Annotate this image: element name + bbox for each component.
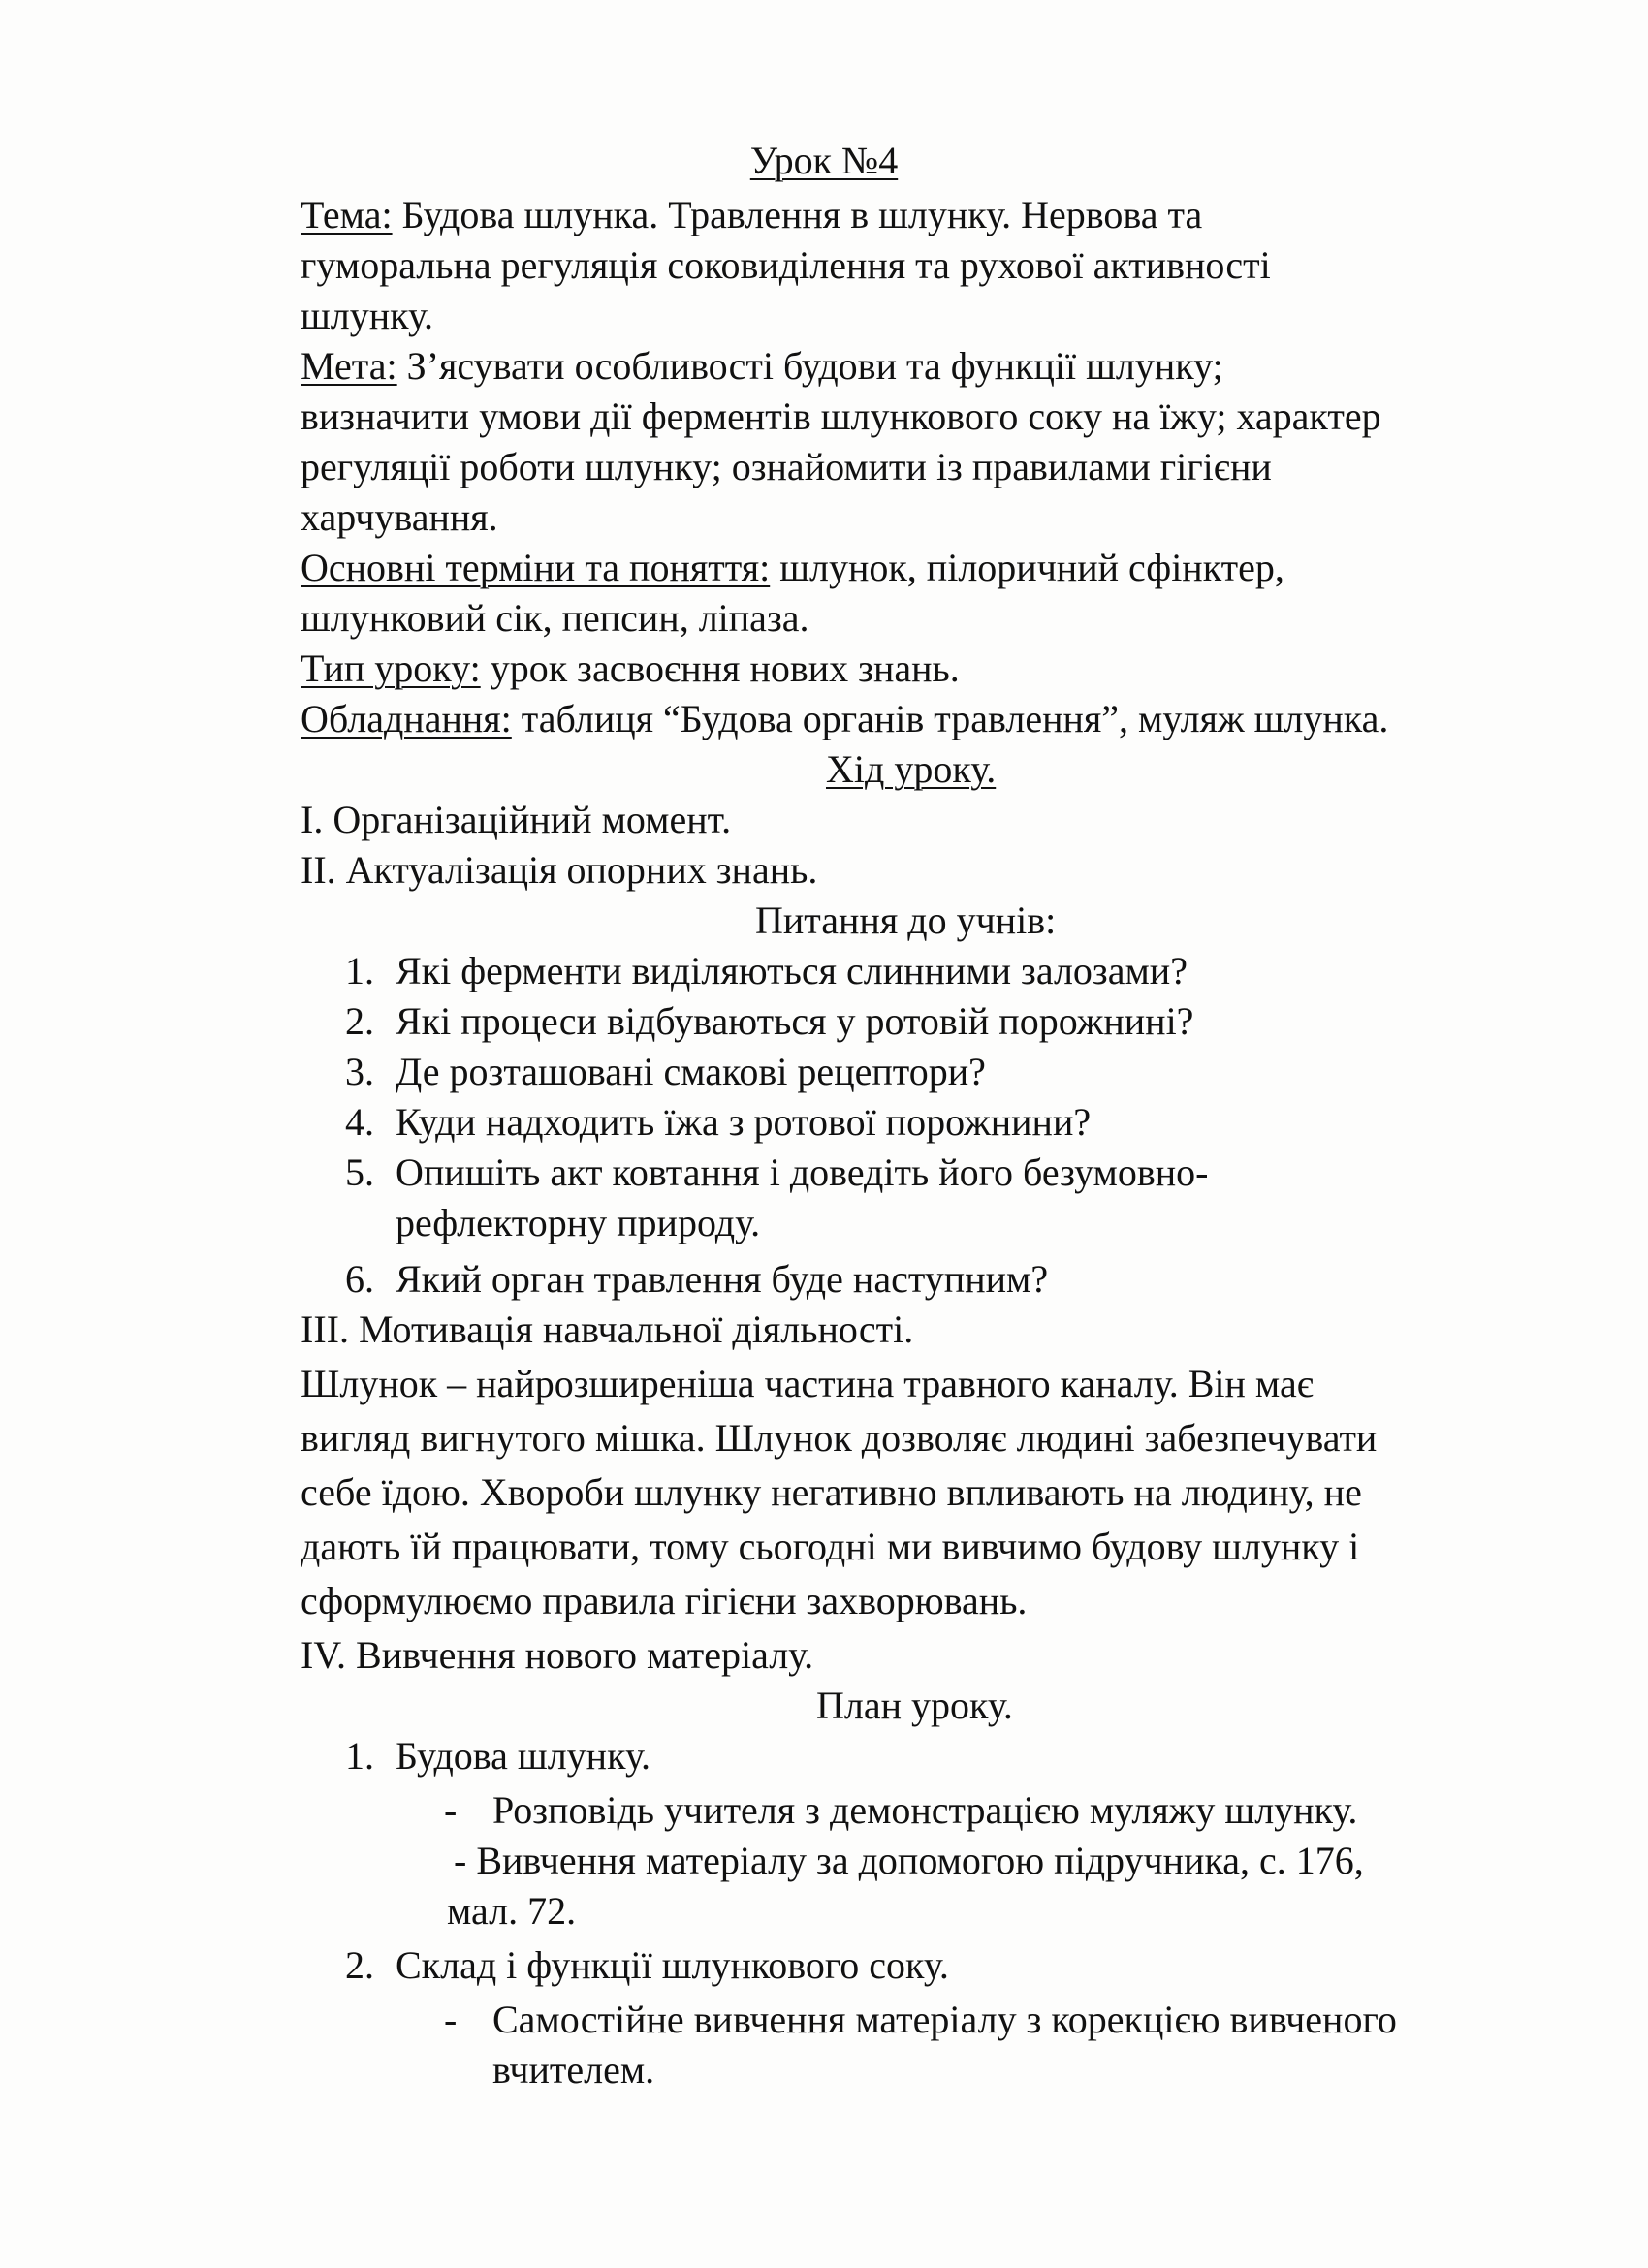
topic-line-3: шлунку. (301, 294, 434, 337)
plan-1-item-2-continuation: мал. 72. (447, 1889, 577, 1933)
question-2-number: 2. (345, 999, 374, 1043)
topic-label: Тема: (301, 193, 393, 236)
question-4-number: 4. (345, 1100, 374, 1144)
goal-line-1 (301, 341, 1223, 392)
terms-line-2: шлунковий сік, пепсин, ліпаза. (301, 596, 809, 640)
equipment-text: таблиця “Будова органів травлення”, муляж шлунка. (511, 697, 1389, 740)
question-5-continuation: рефлекторну природу. (396, 1201, 761, 1244)
goal-line-4: харчування. (301, 495, 498, 539)
question-4-text: Куди надходить їжа з ротової порожнини? (396, 1100, 1092, 1144)
plan-1-item-2-text: - Вивчення матеріалу за допомогою підручника, с. 176, (454, 1839, 1364, 1882)
plan-2-item-1-continuation: вчителем. (492, 2048, 655, 2092)
plan-1-number: 1. (345, 1734, 374, 1778)
question-1-number: 1. (345, 949, 374, 992)
plan-2-number: 2. (345, 1943, 374, 1987)
plan-2-text: Склад і функції шлункового соку. (396, 1943, 949, 1987)
stage-2: ІІ. Актуалізація опорних знань. (301, 848, 818, 892)
question-1-text: Які ферменти виділяються слинними залозами? (396, 949, 1188, 992)
question-5-text: Опишіть акт ковтання і доведіть його безумовно- (396, 1150, 1209, 1194)
question-6-text: Який орган травлення буде наступним? (396, 1257, 1049, 1301)
goal-line-3: регуляції роботи шлунку; ознайомити із правилами гігієни (301, 445, 1272, 488)
motivation-line-5: сформулюємо правила гігієни захворювань. (301, 1579, 1028, 1622)
motivation-line-2: вигляд вигнутого мішка. Шлунок дозволяє людині забезпечувати (301, 1416, 1378, 1460)
goal-text-1: З’ясувати особливості будови та функції шлунку; (396, 344, 1223, 388)
question-2-text: Які процеси відбуваються у ротовій порожнині? (396, 999, 1194, 1043)
motivation-line-4: дають їй працювати, тому сьогодні ми вивчимо будову шлунку і (301, 1525, 1360, 1568)
terms-line-1 (301, 543, 1284, 593)
terms-label: Основні терміни та поняття: (301, 546, 771, 589)
goal-line-2: визначити умови дії ферментів шлункового соку на їжу; характер (301, 394, 1381, 438)
terms-text-1: шлунок, пілоричний сфінктер, (770, 546, 1284, 589)
plan-1-item-1-dash: - (444, 1788, 458, 1832)
topic-line-1 (301, 190, 1202, 240)
question-3-text: Де розташовані смакові рецептори? (396, 1050, 986, 1093)
progress-heading: Хід уроку. (826, 747, 997, 791)
motivation-line-1: Шлунок – найрозширеніша частина травного каналу. Він має (301, 1362, 1314, 1405)
stage-4: IV. Вивчення нового матеріалу. (301, 1633, 814, 1677)
stage-3: ІІІ. Мотивація навчальної діяльності. (301, 1307, 914, 1351)
stage-1: І. Організаційний момент. (301, 798, 732, 841)
plan-2-item-1-text: Самостійне вивчення матеріалу з корекцією вивченого (492, 1998, 1397, 2041)
lesson-type-line (301, 644, 960, 694)
equipment-label: Обладнання: (301, 697, 512, 740)
plan-heading: План уроку. (816, 1684, 1013, 1727)
lesson-title: Урок №4 (749, 139, 899, 182)
question-6-number: 6. (345, 1257, 374, 1301)
topic-text-1: Будова шлунка. Травлення в шлунку. Нервова та (392, 193, 1203, 236)
lesson-type-text: урок засвоєння нових знань. (480, 646, 960, 690)
goal-label: Мета: (301, 344, 397, 388)
plan-1-item-1-text: Розповідь учителя з демонстрацією муляжу шлунку. (492, 1788, 1358, 1832)
plan-2-item-1-dash: - (444, 1998, 458, 2041)
topic-line-2: гуморальна регуляція соковиділення та рухової активності (301, 243, 1271, 287)
plan-1-text: Будова шлунку. (396, 1734, 650, 1778)
motivation-line-3: себе їдою. Хвороби шлунку негативно впливають на людину, не (301, 1470, 1362, 1514)
equipment-line (301, 694, 1388, 744)
lesson-type-label: Тип уроку: (301, 646, 481, 690)
questions-heading: Питання до учнів: (755, 898, 1057, 942)
question-5-number: 5. (345, 1150, 374, 1194)
question-3-number: 3. (345, 1050, 374, 1093)
